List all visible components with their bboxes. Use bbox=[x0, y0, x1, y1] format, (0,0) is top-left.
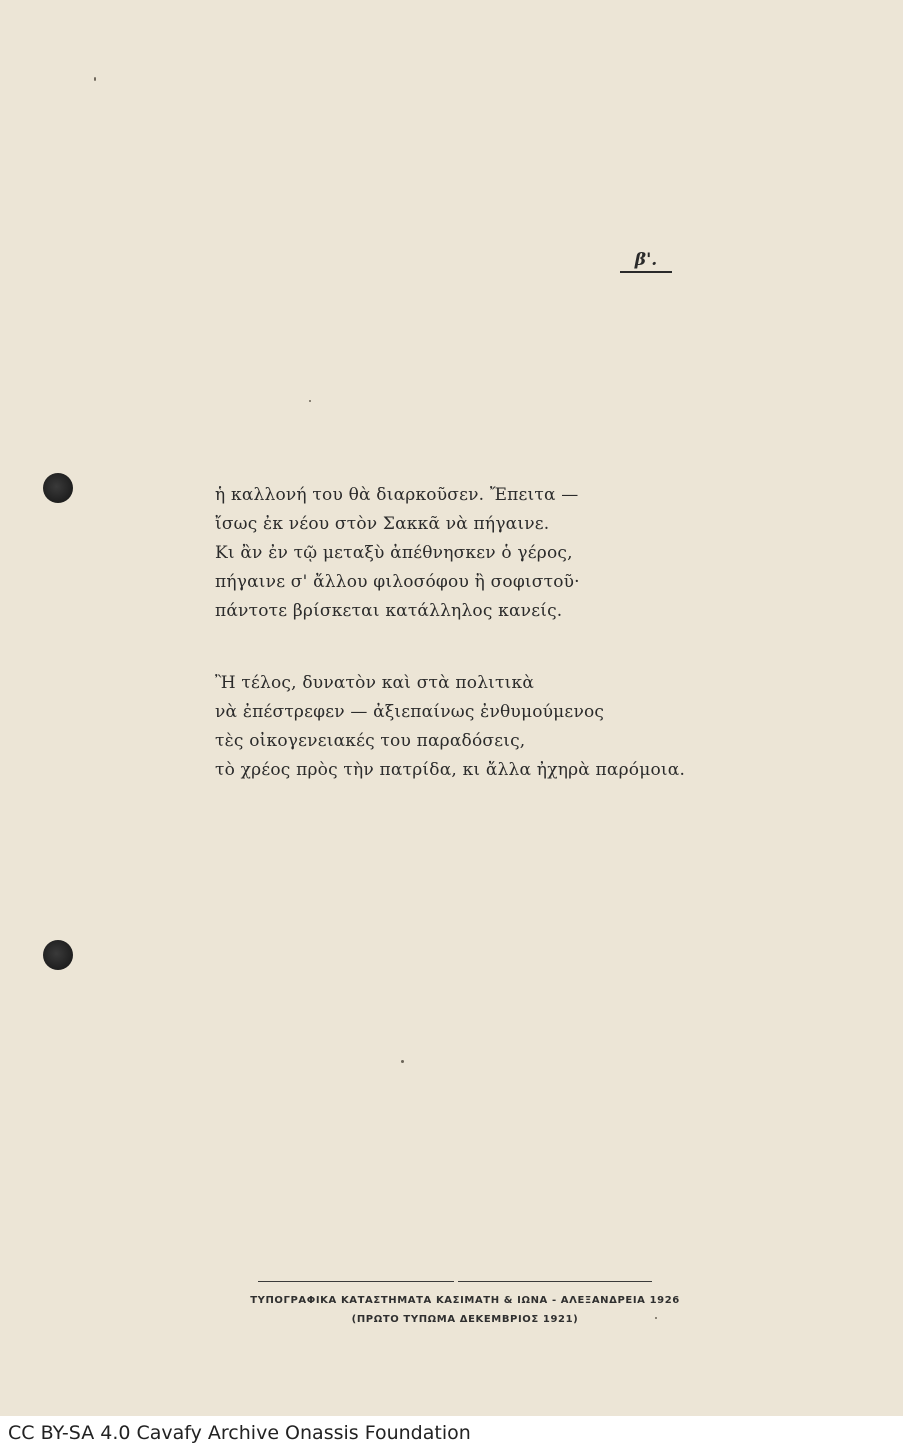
paper-speck bbox=[401, 1060, 404, 1063]
license-credit: CC BY-SA 4.0 Cavafy Archive Onassis Foundation bbox=[8, 1422, 471, 1444]
footer-rule bbox=[458, 1281, 652, 1282]
poem-line: ἡ καλλονή του θὰ διαρκοῦσεν. Ἔπειτα — bbox=[215, 485, 579, 505]
poem-line: τὲς οἰκογενειακές του παραδόσεις, bbox=[215, 731, 526, 751]
poem-line: πάντοτε βρίσκεται κατάλληλος κανείς. bbox=[215, 601, 563, 621]
footer-rule bbox=[258, 1281, 454, 1282]
punch-hole-bottom bbox=[43, 940, 73, 970]
poem-line: ἴσως ἐκ νέου στὸν Σακκᾶ νὰ πήγαινε. bbox=[215, 514, 550, 534]
poem-stanza-2 bbox=[215, 669, 685, 785]
page-number: β'. bbox=[620, 250, 672, 273]
printer-imprint: ΤΥΠΟΓΡΑΦΙΚΑ ΚΑΤΑΣΤΗΜΑΤΑ ΚΑΣΙΜΑΤΗ & ΙΩΝΑ - ΑΛΕΞΑΝΔΡΕΙΑ 1926 bbox=[250, 1295, 680, 1306]
poem-line: τὸ χρέος πρὸς τὴν πατρίδα, κι ἄλλα ἠχηρὰ παρόμοια. bbox=[215, 760, 686, 780]
first-printing-note: (ΠΡΩΤΟ ΤΥΠΩΜΑ ΔΕΚΕΜΒΡΙΟΣ 1921) bbox=[351, 1314, 579, 1325]
paper-speck bbox=[94, 77, 96, 81]
poem-line: Ἢ τέλος, δυνατὸν καὶ στὰ πολιτικὰ bbox=[215, 673, 535, 693]
poem-stanza-1 bbox=[215, 481, 580, 626]
poem-line: πήγαινε σ' ἄλλου φιλοσόφου ἢ σοφιστοῦ· bbox=[215, 572, 580, 592]
poem-line: Κι ἂν ἐν τῷ μεταξὺ ἀπέθνησκεν ὁ γέρος, bbox=[215, 543, 573, 563]
poem-line: νὰ ἐπέστρεφεν — ἀξιεπαίνως ἐνθυμούμενος bbox=[215, 702, 605, 722]
punch-hole-top bbox=[43, 473, 73, 503]
paper-speck bbox=[309, 400, 311, 402]
